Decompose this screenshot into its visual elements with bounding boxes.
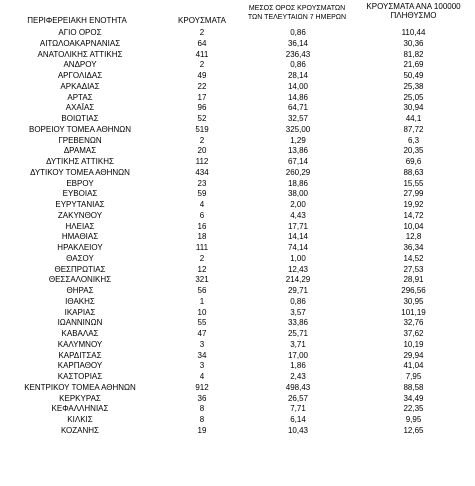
- avg-value: 74,14: [287, 243, 309, 252]
- region-name: ΑΝΑΤΟΛΙΚΗΣ ΑΤΤΙΚΗΣ: [37, 49, 123, 59]
- table-row: [0, 114, 475, 125]
- table-row: [0, 168, 475, 179]
- avg-value: 17,71: [287, 221, 309, 231]
- per-100000-value: 15,55: [403, 178, 424, 188]
- region-name: ΚΑΡΔΙΤΣΑΣ: [58, 350, 102, 360]
- cases-value: 23: [197, 178, 207, 188]
- cases-value: 111: [195, 243, 209, 252]
- table-row: [0, 136, 475, 147]
- cases-value: 56: [197, 286, 207, 295]
- cases-value: 47: [197, 329, 207, 338]
- region-name: ΑΓΙΟ ΟΡΟΣ: [58, 28, 102, 37]
- region-name: ΕΥΡΥΤΑΝΙΑΣ: [55, 200, 105, 209]
- cases-value: 12: [197, 264, 207, 274]
- table-row: [0, 82, 475, 93]
- cases-value: 17: [197, 92, 207, 102]
- cases-value: 2: [199, 28, 205, 37]
- table-row: [0, 275, 475, 286]
- table-row: [0, 93, 475, 104]
- region-name: ΑΡΤΑΣ: [67, 92, 93, 102]
- per-100000-value: 41,04: [403, 361, 424, 371]
- cases-value: 519: [195, 124, 209, 134]
- region-name: ΕΒΡΟΥ: [66, 178, 94, 188]
- per-100000-value: 6,3: [407, 135, 420, 145]
- table-row: [0, 265, 475, 276]
- per-100000-value: 30,36: [403, 38, 424, 48]
- table-row: [0, 243, 475, 254]
- region-name: ΘΑΣΟΥ: [66, 253, 94, 263]
- table-row: [0, 372, 475, 383]
- table-row: [0, 254, 475, 265]
- avg-value: 1,86: [290, 361, 306, 371]
- region-name: ΓΡΕΒΕΝΩΝ: [58, 135, 102, 145]
- per-100000-value: 9,95: [405, 415, 422, 424]
- table-row: [0, 157, 475, 168]
- region-name: ΔΥΤΙΚΗΣ ΑΤΤΙΚΗΣ: [46, 157, 114, 166]
- per-100000-value: 34,49: [403, 393, 424, 403]
- per-100000-value: 22,35: [403, 404, 424, 414]
- per-100000-value: 29,94: [403, 350, 424, 360]
- header-avg-7days: [244, 4, 350, 22]
- avg-value: 1,00: [290, 253, 306, 263]
- region-name: ΙΚΑΡΙΑΣ: [64, 307, 96, 317]
- table-row: [0, 361, 475, 372]
- cases-value: 52: [197, 114, 207, 123]
- cases-value: 2: [199, 60, 205, 70]
- region-name: ΚΑΛΥΜΝΟΥ: [57, 339, 103, 349]
- per-100000-value: 25,05: [403, 92, 424, 102]
- avg-value: 64,71: [287, 103, 309, 113]
- table-row: [0, 394, 475, 405]
- per-100000-value: 44,1: [405, 114, 422, 123]
- cases-value: 49: [197, 71, 207, 80]
- region-name: ΒΟΡΕΙΟΥ ΤΟΜΕΑ ΑΘΗΝΩΝ: [28, 124, 132, 134]
- avg-value: 3,57: [290, 307, 306, 317]
- cases-value: 10: [197, 307, 207, 317]
- avg-value: 6,14: [290, 415, 306, 424]
- cases-value: 3: [199, 361, 205, 371]
- cases-value: 19: [197, 425, 207, 435]
- avg-value: 325,00: [285, 124, 311, 134]
- avg-value: 32,57: [287, 114, 309, 123]
- cases-value: 55: [197, 318, 207, 328]
- region-name: ΘΗΡΑΣ: [66, 286, 94, 295]
- region-name: ΚΑΒΑΛΑΣ: [61, 329, 99, 338]
- per-100000-value: 27,99: [403, 189, 424, 199]
- region-name: ΚΕΦΑΛΛΗΝΙΑΣ: [51, 404, 109, 414]
- region-name: ΑΧΑΪΑΣ: [65, 103, 95, 113]
- avg-value: 33,86: [287, 318, 309, 328]
- avg-value: 214,29: [285, 275, 311, 285]
- header-per-100000: [352, 2, 475, 20]
- avg-value: 17,00: [287, 350, 309, 360]
- region-name: ΒΟΙΩΤΙΑΣ: [61, 114, 99, 123]
- cases-value: 18: [197, 232, 207, 242]
- per-100000-value: 32,76: [403, 318, 424, 328]
- region-name: ΚΟΖΑΝΗΣ: [60, 425, 100, 435]
- region-name: ΘΕΣΣΑΛΟΝΙΚΗΣ: [48, 275, 112, 285]
- avg-value: 14,00: [287, 81, 309, 91]
- per-100000-value: 19,92: [403, 200, 424, 209]
- avg-value: 1,29: [290, 135, 306, 145]
- cases-value: 4: [199, 200, 205, 209]
- cases-value: 434: [195, 167, 209, 177]
- table-row: [0, 60, 475, 71]
- cases-value: 16: [197, 221, 207, 231]
- per-100000-value: 81,82: [403, 49, 424, 59]
- cases-value: 411: [195, 49, 209, 59]
- avg-value: 260,29: [285, 167, 311, 177]
- region-name: ΔΥΤΙΚΟΥ ΤΟΜΕΑ ΑΘΗΝΩΝ: [30, 167, 130, 177]
- avg-value: 2,00: [290, 200, 306, 209]
- region-name: ΗΡΑΚΛΕΙΟΥ: [57, 243, 103, 252]
- avg-value: 10,43: [287, 425, 309, 435]
- cases-value: 36: [197, 393, 207, 403]
- table-row: [0, 286, 475, 297]
- avg-value: 26,57: [287, 393, 309, 403]
- region-name: ΙΘΑΚΗΣ: [65, 296, 95, 306]
- cases-value: 321: [195, 275, 209, 285]
- avg-value: 38,00: [287, 189, 309, 199]
- region-name: ΑΙΤΩΛΟΑΚΑΡΝΑΝΙΑΣ: [39, 38, 121, 48]
- avg-value: 67,14: [287, 157, 309, 166]
- region-name: ΚΑΡΠΑΘΟΥ: [57, 361, 103, 371]
- table-row: [0, 200, 475, 211]
- header-per-line1: ΚΡΟΥΣΜΑΤΑ ΑΝΑ 100000: [366, 2, 461, 11]
- table-row: [0, 50, 475, 61]
- cases-value: 59: [197, 189, 207, 199]
- header-cases: ΚΡΟΥΣΜΑΤΑ: [178, 16, 226, 25]
- per-100000-value: 10,19: [403, 339, 424, 349]
- header-per-line2: ΠΛΗΘΥΣΜΟ: [390, 11, 437, 20]
- cases-value: 4: [199, 372, 205, 381]
- per-100000-value: 25,38: [403, 81, 424, 91]
- table-row: [0, 39, 475, 50]
- per-100000-value: 7,95: [405, 372, 422, 381]
- region-name: ΗΛΕΙΑΣ: [65, 221, 95, 231]
- avg-value: 14,86: [287, 92, 309, 102]
- table-row: [0, 318, 475, 329]
- per-100000-value: 12,8: [405, 232, 422, 242]
- table-row: [0, 211, 475, 222]
- table-header: [0, 0, 475, 27]
- region-name: ΚΕΝΤΡΙΚΟΥ ΤΟΜΕΑ ΑΘΗΝΩΝ: [24, 382, 136, 392]
- cases-value: 6: [199, 210, 205, 220]
- table-row: [0, 179, 475, 190]
- avg-value: 498,43: [285, 382, 311, 392]
- per-100000-value: 27,53: [403, 264, 424, 274]
- per-100000-value: 110,44: [401, 28, 426, 37]
- region-name: ΔΡΑΜΑΣ: [63, 146, 97, 156]
- region-name: ΕΥΒΟΙΑΣ: [62, 189, 98, 199]
- table-row: [0, 329, 475, 340]
- table-row: [0, 232, 475, 243]
- table-row: [0, 415, 475, 426]
- table-row: [0, 146, 475, 157]
- avg-value: 36,14: [287, 38, 309, 48]
- cases-value: 8: [199, 404, 205, 414]
- cases-value: 3: [199, 339, 205, 349]
- avg-value: 236,43: [285, 49, 311, 59]
- header-region: ΠΕΡΙΦΕΡΕΙΑΚΗ ΕΝΟΤΗΤΑ: [27, 16, 127, 25]
- region-name: ΑΝΔΡΟΥ: [63, 60, 97, 70]
- per-100000-value: 69,6: [405, 157, 422, 166]
- region-name: ΙΩΑΝΝΙΝΩΝ: [57, 318, 103, 328]
- table-row: [0, 340, 475, 351]
- per-100000-value: 36,34: [403, 243, 424, 252]
- table-row: [0, 426, 475, 437]
- per-100000-value: 101,19: [401, 307, 426, 317]
- per-100000-value: 10,04: [403, 221, 424, 231]
- table-row: [0, 351, 475, 362]
- region-name: ΑΡΚΑΔΙΑΣ: [60, 81, 100, 91]
- table-row: [0, 103, 475, 114]
- avg-value: 29,71: [287, 286, 309, 295]
- region-name: ΗΜΑΘΙΑΣ: [61, 232, 99, 242]
- per-100000-value: 37,62: [403, 329, 424, 338]
- cases-value: 34: [197, 350, 207, 360]
- header-avg-line1: ΜΕΣΟΣ ΟΡΟΣ ΚΡΟΥΣΜΑΤΩΝ: [248, 5, 346, 12]
- table-row: [0, 404, 475, 415]
- region-name: ΘΕΣΠΡΩΤΙΑΣ: [54, 264, 106, 274]
- header-avg-line2: ΤΩΝ ΤΕΛΕΥΤΑΙΩΝ 7 ΗΜΕΡΩΝ: [247, 14, 347, 21]
- cases-value: 20: [197, 146, 207, 156]
- avg-value: 0,86: [290, 28, 306, 37]
- per-100000-value: 21,69: [403, 60, 424, 70]
- region-name: ΑΡΓΟΛΙΔΑΣ: [57, 71, 103, 80]
- avg-value: 0,86: [290, 296, 306, 306]
- per-100000-value: 88,63: [403, 167, 424, 177]
- cases-value: 22: [197, 81, 207, 91]
- avg-value: 3,71: [290, 339, 306, 349]
- table-row: [0, 125, 475, 136]
- cases-value: 112: [195, 157, 209, 166]
- table-body: [0, 28, 475, 437]
- per-100000-value: 20,35: [403, 146, 424, 156]
- per-100000-value: 28,91: [403, 275, 424, 285]
- avg-value: 2,43: [290, 372, 306, 381]
- per-100000-value: 14,52: [403, 253, 424, 263]
- table-row: [0, 308, 475, 319]
- cases-value: 8: [199, 415, 205, 424]
- per-100000-value: 88,58: [403, 382, 424, 392]
- per-100000-value: 30,95: [403, 296, 424, 306]
- per-100000-value: 12,65: [403, 425, 424, 435]
- avg-value: 28,14: [287, 71, 309, 80]
- avg-value: 18,86: [287, 178, 309, 188]
- cases-value: 912: [195, 382, 209, 392]
- table-row: [0, 28, 475, 39]
- table-row: [0, 297, 475, 308]
- avg-value: 14,14: [287, 232, 309, 242]
- avg-value: 25,71: [287, 329, 309, 338]
- avg-value: 0,86: [290, 60, 306, 70]
- cases-value: 2: [199, 135, 205, 145]
- region-name: ΖΑΚΥΝΘΟΥ: [57, 210, 103, 220]
- avg-value: 13,86: [287, 146, 309, 156]
- table-row: [0, 383, 475, 394]
- per-100000-value: 14,72: [403, 210, 424, 220]
- cases-value: 1: [199, 296, 205, 306]
- region-name: ΚΕΡΚΥΡΑΣ: [59, 393, 101, 403]
- cases-value: 96: [197, 103, 207, 113]
- table-row: [0, 71, 475, 82]
- per-100000-value: 87,72: [403, 124, 424, 134]
- table-row: [0, 222, 475, 233]
- per-100000-value: 296,56: [401, 286, 426, 295]
- cases-value: 2: [199, 253, 205, 263]
- per-100000-value: 30,94: [403, 103, 424, 113]
- cases-value: 64: [197, 38, 207, 48]
- table-row: [0, 189, 475, 200]
- region-name: ΚΑΣΤΟΡΙΑΣ: [57, 372, 103, 381]
- avg-value: 12,43: [287, 264, 309, 274]
- avg-value: 4,43: [290, 210, 306, 220]
- region-name: ΚΙΛΚΙΣ: [67, 415, 93, 424]
- avg-value: 7,71: [290, 404, 306, 414]
- per-100000-value: 50,49: [403, 71, 424, 80]
